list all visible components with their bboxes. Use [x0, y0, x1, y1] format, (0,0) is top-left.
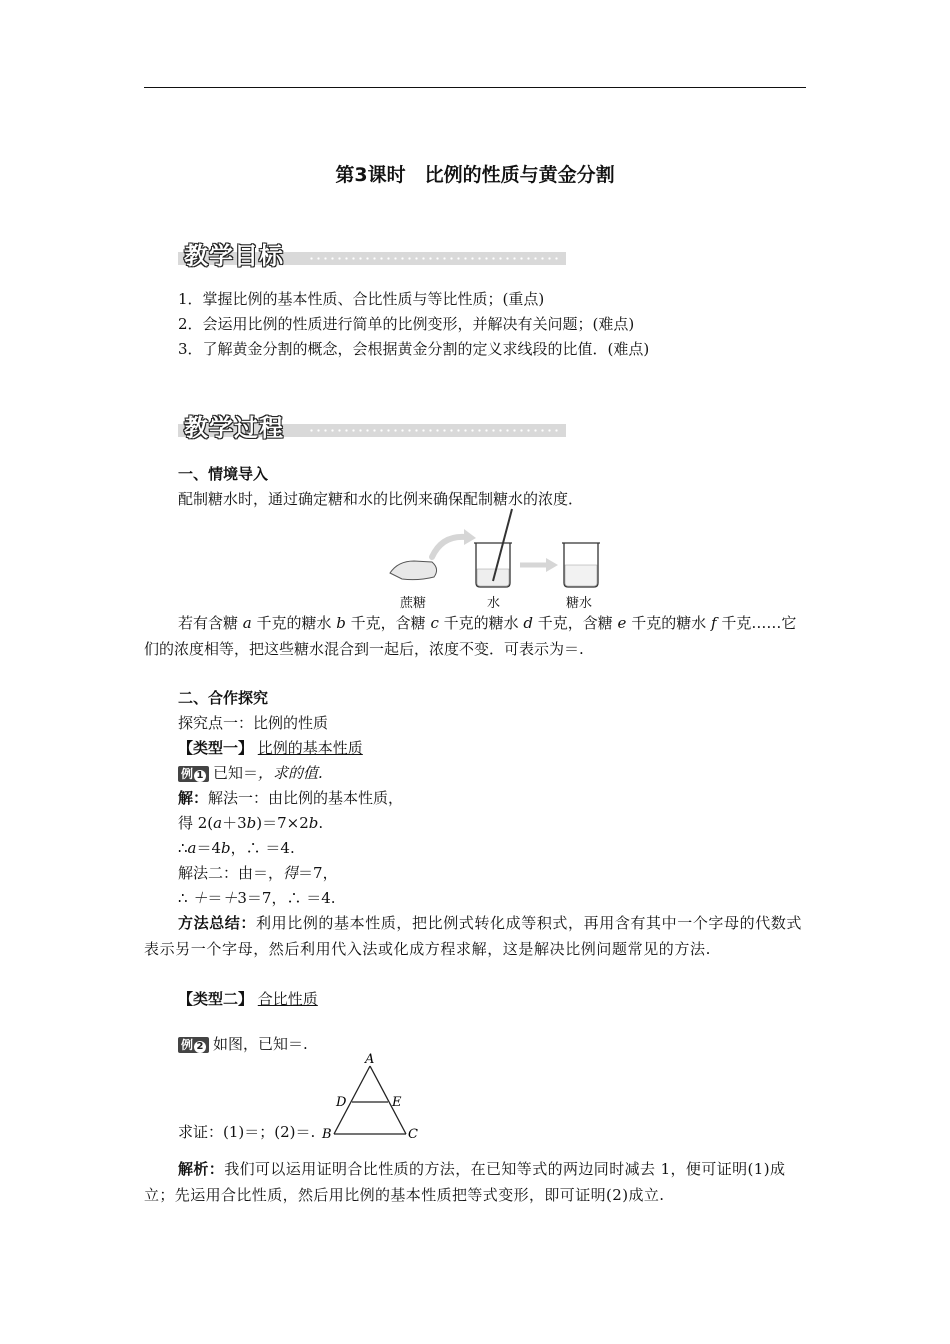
sugar-pile-icon [390, 561, 437, 580]
analysis: 解析：我们可以运用证明合比性质的方法，在已知等式的两边同时减去 1，便可证明(1)成立；先运用合比性质，然后用比例的基本性质把等式变形，即可证明(2)成立. [144, 1160, 786, 1204]
solution-line-1: 解：解法一：由比例的基本性质， [178, 789, 404, 807]
example-1: 例 1 已知＝，求的值. [178, 762, 323, 783]
example-2-tag: 例 2 [178, 1037, 209, 1053]
solution-line-2: 得 2(a＋3b)＝7×2b. [178, 814, 324, 832]
curved-arrow-icon [432, 537, 466, 557]
objective-2: 2．会运用比例的性质进行简单的比例变形，并解决有关问题；(难点) [178, 315, 635, 333]
vertex-c: C [408, 1127, 418, 1140]
point1: 探究点一：比例的性质 [178, 714, 329, 732]
type1-heading: 【类型一】 比例的基本性质 [178, 739, 363, 757]
vertex-d: D [336, 1095, 347, 1110]
prove-statement: 求证：(1)＝；(2)＝. [178, 1123, 316, 1141]
vertex-a: A [365, 1052, 375, 1067]
part1-heading: 一、情境导入 [178, 465, 269, 483]
triangle-figure [318, 1050, 428, 1140]
sugar-water-figure [384, 507, 614, 595]
part1-paragraph: 若有含糖 a 千克的糖水 b 千克，含糖 c 千克的糖水 d 千克，含糖 e 千克的糖水 f 千克……它们的浓度相等，把这些糖水混合到一起后，浓度不变．可表示为＝. [144, 614, 797, 658]
type2-heading: 【类型二】 合比性质 [178, 990, 318, 1008]
objectives-banner [178, 236, 568, 270]
solution-line-3: ∴a＝4b，∴ ＝4. [178, 839, 295, 857]
page-title: 第3课时 比例的性质与黄金分割 [335, 164, 615, 186]
part2-heading: 二、合作探究 [178, 689, 269, 707]
method-summary: 方法总结：利用比例的基本性质，把比例式转化成等积式，再用含有其中一个字母的代数式表示另一个字母，然后利用代入法或化成方程求解，这是解决比例问题常见的方法. [144, 914, 803, 958]
label-sugar-water: 糖水 [566, 596, 593, 611]
process-banner-label: 教学过程 [184, 414, 284, 442]
label-sugar: 蔗糖 [400, 596, 427, 611]
example-1-tag: 例 1 [178, 766, 209, 782]
label-water: 水 [487, 596, 501, 611]
vertex-e: E [392, 1095, 402, 1110]
vertex-b: B [322, 1127, 332, 1140]
solution-line-5: ∴ ＋＝＋3＝7，∴ ＝4. [178, 889, 336, 907]
example-2: 例 2 如图，已知＝. [178, 1033, 308, 1054]
solution-line-4: 解法二：由＝，得＝7， [178, 864, 338, 882]
part1-intro: 配制糖水时，通过确定糖和水的比例来确保配制糖水的浓度． [178, 490, 584, 508]
objective-3: 3．了解黄金分割的概念，会根据黄金分割的定义求线段的比值．(难点) [178, 340, 650, 358]
process-banner [178, 408, 568, 442]
header-rule [144, 87, 806, 88]
objective-1: 1．掌握比例的基本性质、合比性质与等比性质；(重点) [178, 290, 545, 308]
objectives-banner-label: 教学目标 [184, 242, 284, 270]
